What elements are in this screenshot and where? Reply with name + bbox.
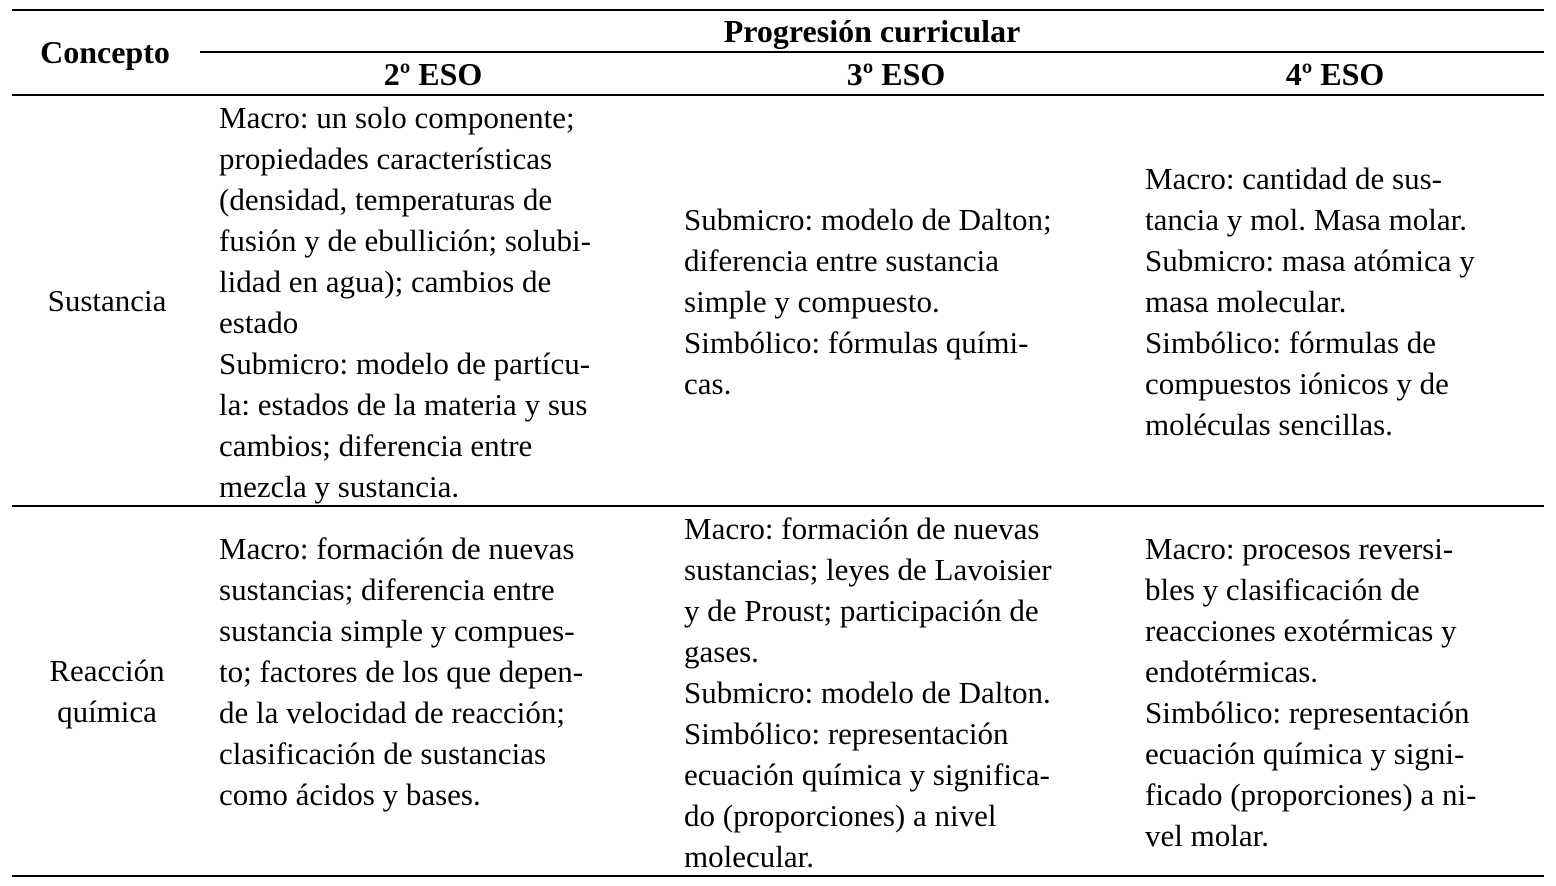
header-col-3eso: 3º ESO [846,56,946,92]
cell-reaccion-2eso: Macro: formación de nuevas sustancias; diferencia entre sustancia simple y compues- to; factores de los que depen- de la velocidad de reacción; clasificación de sustancias como ácidos y bases. [219,531,584,812]
header-progression: Progresión curricular [723,13,1021,49]
cell-sustancia-2eso: Macro: un solo componente; propiedades características (densidad, temperaturas de fusión y de ebullición; solubi- lidad en agua); cambios de estado Submicro: modelo de partícu- la: estados de la materia y sus cambios; diferencia entre mezcla y sustancia. [219,100,591,504]
cell-reaccion-3eso: Macro: formación de nuevas sustancias; leyes de Lavoisier y de Proust; participación de gases. Submicro: modelo de Dalton. Simbólico: representación ecuación química y significa- do (proporciones) a nivel molecular. [684,511,1052,874]
cell-sustancia-4eso: Macro: cantidad de sus- tancia y mol. Masa molar. Submicro: masa atómica y masa molecular. Simbólico: fórmulas de compuestos iónicos y de moléculas sencillas. [1145,161,1475,442]
header-concept: Concepto [40,34,170,70]
header-bottom-rule [12,94,1544,96]
header-col-4eso: 4º ESO [1285,56,1385,92]
progression-underline [200,51,1544,53]
cell-reaccion-4eso: Macro: procesos reversi- bles y clasificación de reacciones exotérmicas y endotérmicas. Simbólico: representación ecuación química y signi- ficado (proporciones) a ni- vel molar. [1145,531,1477,853]
row-concept-reaccion-quimica: Reacción química [49,653,165,729]
header-col-2eso: 2º ESO [383,56,483,92]
row-concept-sustancia: Sustancia [47,283,167,318]
cell-sustancia-3eso: Submicro: modelo de Dalton; diferencia entre sustancia simple y compuesto. Simbólico: fórmulas quími- cas. [684,202,1052,401]
